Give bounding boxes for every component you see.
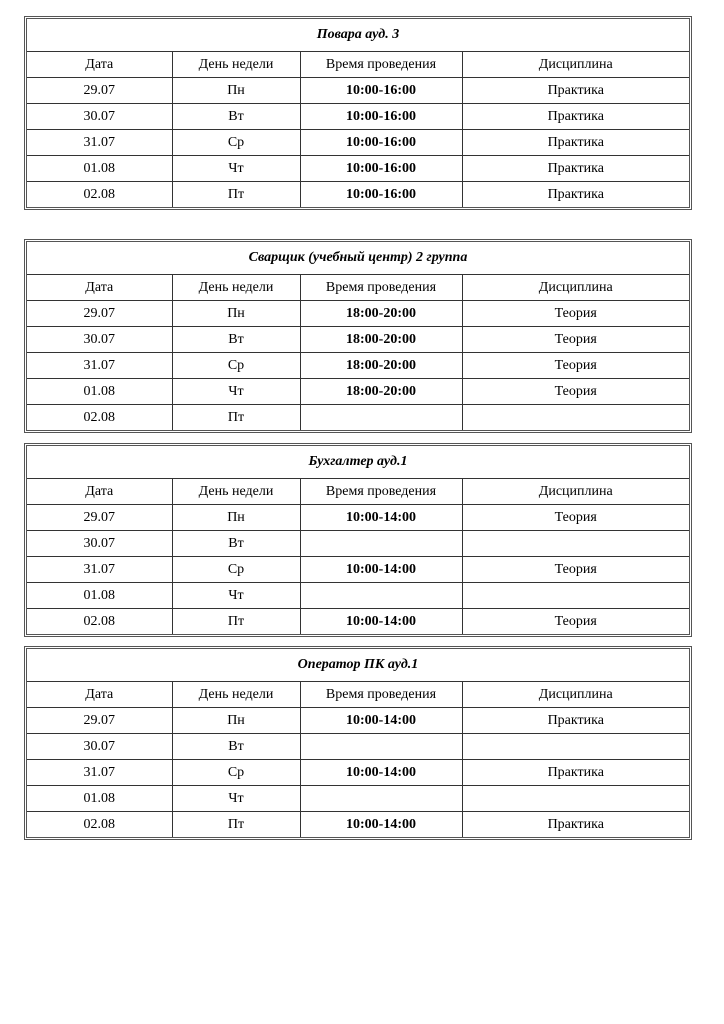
cell-date: 30.07 [27,327,172,353]
cell-weekday: Пн [172,708,300,734]
cell-discipline: Теория [462,301,689,327]
table-row [27,609,689,635]
cell-time: 10:00-14:00 [300,505,462,531]
table-title-row [27,649,689,682]
header-row [27,682,689,708]
cell-time [300,583,462,609]
cell-time: 10:00-16:00 [300,182,462,208]
cell-time: 10:00-16:00 [300,130,462,156]
table-row [27,812,689,838]
cell-discipline [462,405,689,431]
table-row [27,708,689,734]
cell-time [300,405,462,431]
cell-discipline: Теория [462,609,689,635]
header-discipline: Дисциплина [462,682,689,708]
table-title: Оператор ПК ауд.1 [27,649,689,682]
cell-weekday: Пт [172,812,300,838]
cell-weekday: Пн [172,301,300,327]
cell-time: 10:00-16:00 [300,104,462,130]
cell-date: 29.07 [27,78,172,104]
cell-discipline: Практика [462,156,689,182]
header-time: Время проведения [300,275,462,301]
cell-time: 18:00-20:00 [300,327,462,353]
table-title: Сварщик (учебный центр) 2 группа [27,242,689,275]
cell-weekday: Чт [172,156,300,182]
header-weekday: День недели [172,682,300,708]
schedule-table [24,646,692,840]
schedule-table [24,16,692,210]
table-row [27,760,689,786]
cell-discipline: Теория [462,353,689,379]
cell-discipline: Практика [462,760,689,786]
schedule-table [24,443,692,637]
table-row [27,786,689,812]
cell-date: 31.07 [27,760,172,786]
header-row [27,479,689,505]
cell-discipline [462,786,689,812]
cell-time [300,786,462,812]
cell-weekday: Пт [172,405,300,431]
table-title: Бухгалтер ауд.1 [27,446,689,479]
table-row [27,379,689,405]
cell-date: 31.07 [27,557,172,583]
header-discipline: Дисциплина [462,275,689,301]
header-time: Время проведения [300,682,462,708]
cell-discipline: Теория [462,327,689,353]
cell-date: 31.07 [27,130,172,156]
header-date: Дата [27,52,172,78]
cell-discipline: Практика [462,130,689,156]
cell-date: 30.07 [27,104,172,130]
cell-time: 18:00-20:00 [300,353,462,379]
cell-weekday: Ср [172,760,300,786]
cell-date: 29.07 [27,708,172,734]
cell-weekday: Ср [172,557,300,583]
cell-time: 10:00-16:00 [300,156,462,182]
cell-weekday: Вт [172,327,300,353]
header-time: Время проведения [300,52,462,78]
cell-weekday: Вт [172,734,300,760]
table-row [27,531,689,557]
cell-date: 02.08 [27,182,172,208]
cell-time [300,531,462,557]
cell-discipline: Практика [462,104,689,130]
schedule-table [24,239,692,433]
cell-date: 01.08 [27,379,172,405]
cell-time: 10:00-14:00 [300,557,462,583]
cell-discipline [462,583,689,609]
cell-weekday: Пт [172,182,300,208]
cell-discipline: Теория [462,505,689,531]
cell-weekday: Вт [172,104,300,130]
table-row [27,405,689,431]
table-title: Повара ауд. 3 [27,19,689,52]
header-date: Дата [27,682,172,708]
table-row [27,557,689,583]
cell-date: 29.07 [27,301,172,327]
header-weekday: День недели [172,479,300,505]
cell-discipline: Теория [462,557,689,583]
header-time: Время проведения [300,479,462,505]
cell-date: 31.07 [27,353,172,379]
table-title-row [27,19,689,52]
schedule-grid [27,446,689,634]
table-row [27,182,689,208]
cell-time: 10:00-14:00 [300,609,462,635]
schedule-grid [27,19,689,207]
cell-weekday: Ср [172,353,300,379]
cell-discipline: Теория [462,379,689,405]
cell-time: 10:00-14:00 [300,708,462,734]
header-weekday: День недели [172,275,300,301]
cell-date: 01.08 [27,786,172,812]
cell-time: 10:00-14:00 [300,760,462,786]
table-row [27,130,689,156]
cell-date: 02.08 [27,812,172,838]
table-row [27,734,689,760]
table-title-row [27,242,689,275]
cell-date: 01.08 [27,583,172,609]
schedule-grid [27,242,689,430]
cell-date: 30.07 [27,734,172,760]
cell-weekday: Вт [172,531,300,557]
cell-date: 01.08 [27,156,172,182]
table-row [27,78,689,104]
table-row [27,301,689,327]
cell-weekday: Пн [172,78,300,104]
header-row [27,275,689,301]
cell-time: 10:00-14:00 [300,812,462,838]
cell-discipline: Практика [462,78,689,104]
header-weekday: День недели [172,52,300,78]
cell-discipline: Практика [462,182,689,208]
cell-date: 29.07 [27,505,172,531]
cell-time: 18:00-20:00 [300,379,462,405]
table-row [27,583,689,609]
cell-weekday: Ср [172,130,300,156]
cell-time: 10:00-16:00 [300,78,462,104]
header-discipline: Дисциплина [462,52,689,78]
cell-date: 02.08 [27,609,172,635]
cell-discipline [462,531,689,557]
header-row [27,52,689,78]
cell-discipline: Практика [462,708,689,734]
table-row [27,156,689,182]
cell-weekday: Пт [172,609,300,635]
cell-discipline [462,734,689,760]
schedule-grid [27,649,689,837]
header-date: Дата [27,479,172,505]
cell-weekday: Чт [172,379,300,405]
table-row [27,505,689,531]
header-discipline: Дисциплина [462,479,689,505]
cell-discipline: Практика [462,812,689,838]
cell-date: 02.08 [27,405,172,431]
table-row [27,327,689,353]
cell-weekday: Пн [172,505,300,531]
cell-time: 18:00-20:00 [300,301,462,327]
cell-date: 30.07 [27,531,172,557]
cell-weekday: Чт [172,786,300,812]
table-row [27,353,689,379]
table-row [27,104,689,130]
cell-time [300,734,462,760]
cell-weekday: Чт [172,583,300,609]
header-date: Дата [27,275,172,301]
table-title-row [27,446,689,479]
